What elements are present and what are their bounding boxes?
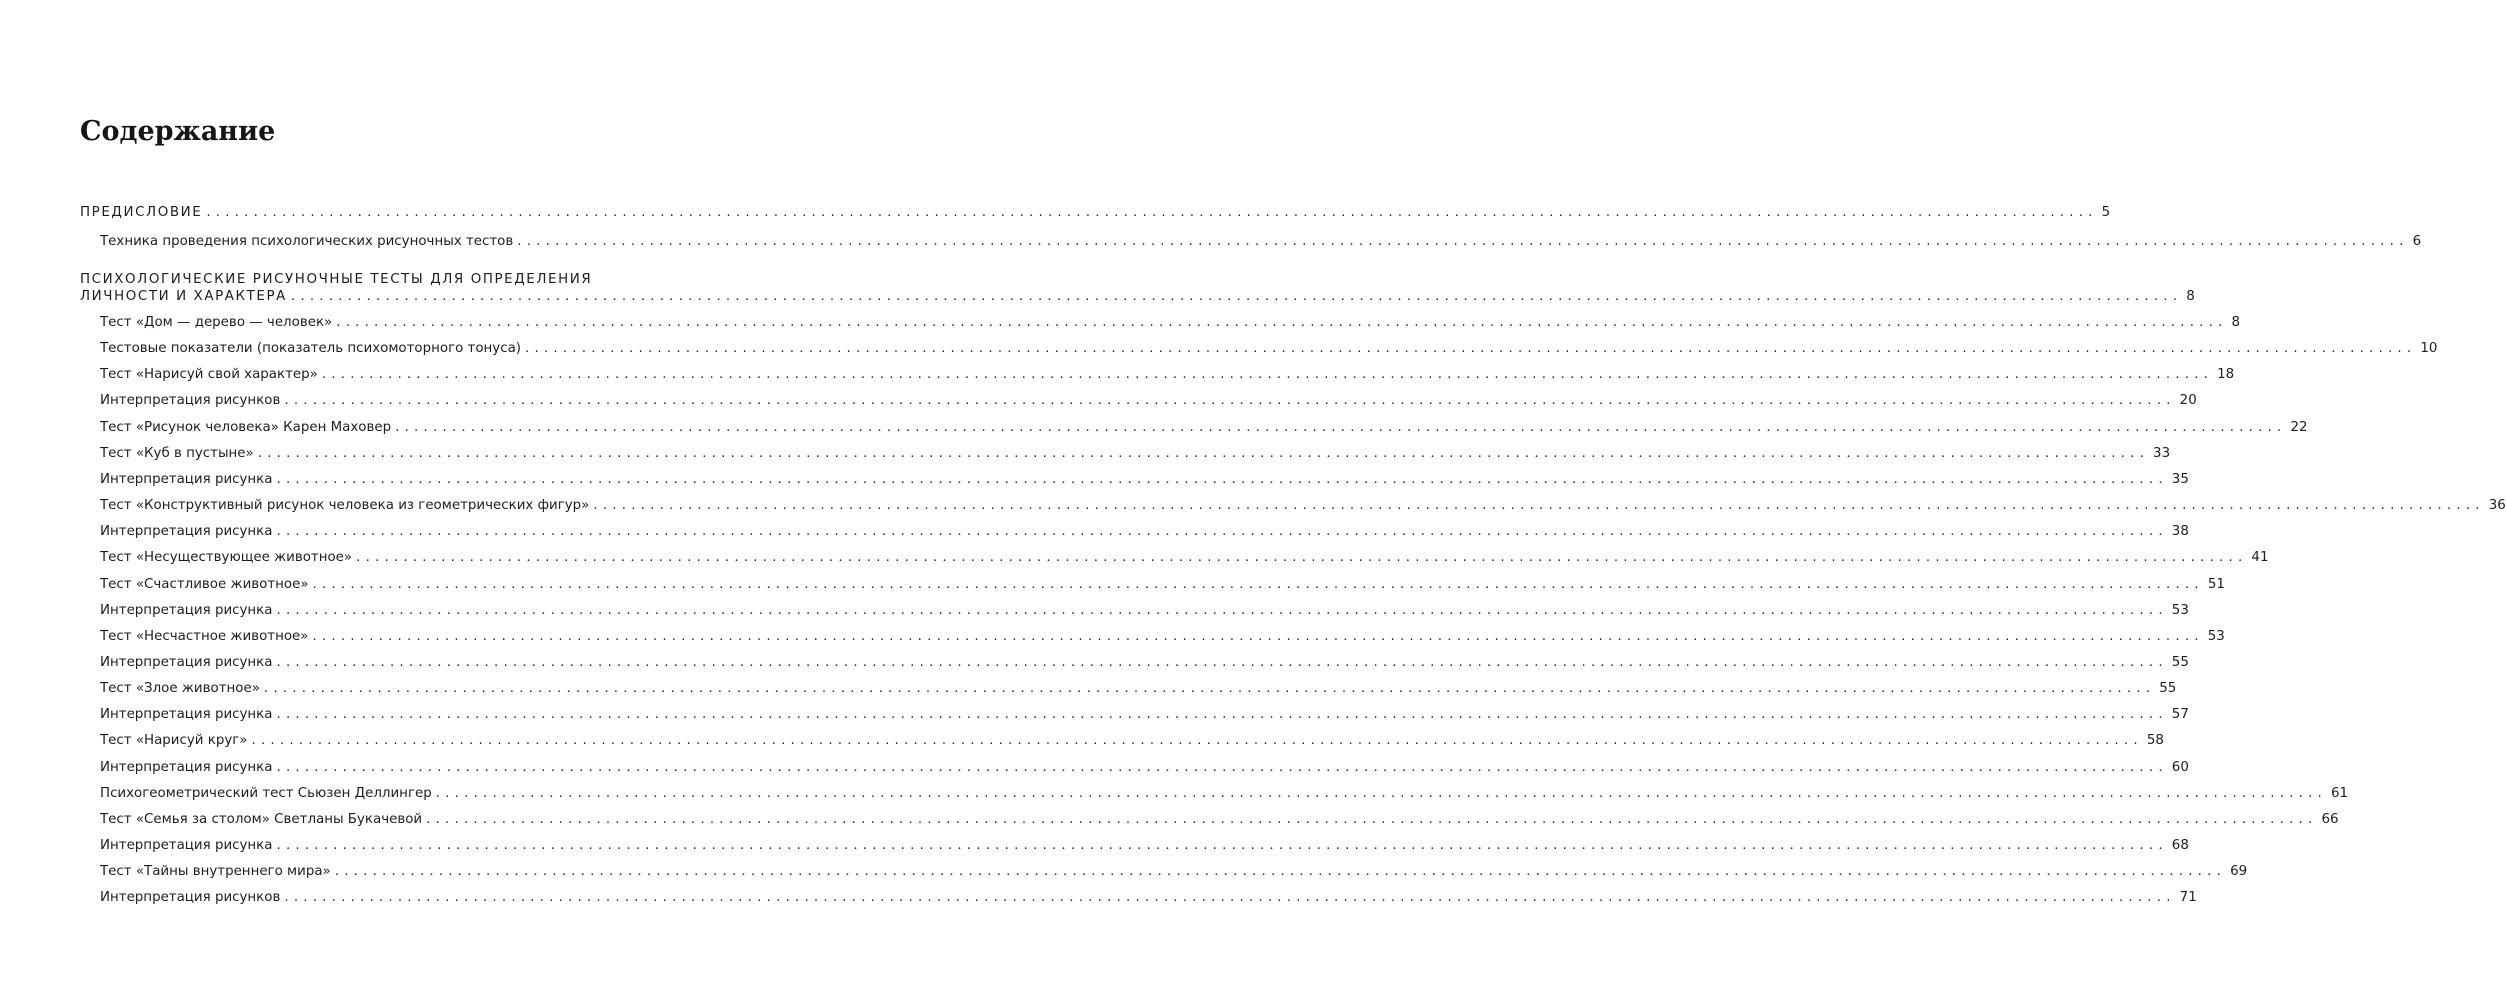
toc-entry[interactable] <box>100 523 2189 541</box>
dot-leader: ........................................................................................................................................................................................................ <box>312 628 2204 644</box>
toc-entry-label: Интерпретация рисунка <box>100 838 273 853</box>
page-title: Содержание <box>80 116 276 147</box>
toc-entry-label: Тест «Семья за столом» Светланы Букачевой <box>100 811 423 827</box>
toc-entry-label: Тест «Нарисуй круг» <box>100 733 248 749</box>
toc-page-number: 22 <box>2290 419 2308 435</box>
toc-entry-label: Интерпретация рисунков <box>100 393 281 409</box>
toc-entry[interactable] <box>100 366 2235 384</box>
dot-leader: ........................................................................................................................................................................................................ <box>290 289 2183 304</box>
toc-entry-label: Психогеометрический тест Сьюзен Деллингер <box>100 785 432 801</box>
dot-leader: ........................................................................................................................................................................................................ <box>276 707 2168 723</box>
dot-leader: ........................................................................................................................................................................................................ <box>276 471 2168 487</box>
dot-leader: ........................................................................................................................................................................................................ <box>321 367 2214 383</box>
toc-entry-label: Тест «Конструктивный рисунок человека из геометрических фигур» <box>100 498 590 513</box>
toc-entry-label: Интерпретация рисунка <box>100 707 273 723</box>
toc-entry[interactable] <box>100 628 2225 646</box>
toc-entry[interactable] <box>100 863 2248 881</box>
toc-entry[interactable] <box>100 497 2506 515</box>
toc-page-number: 51 <box>2207 576 2225 592</box>
toc-page-number: 18 <box>2217 367 2235 383</box>
toc-entry[interactable] <box>100 785 2349 803</box>
toc-entry-label: Тест «Несуществующее животное» <box>100 550 353 566</box>
toc-entry[interactable] <box>100 706 2189 724</box>
dot-leader: ........................................................................................................................................................................................................ <box>276 759 2168 775</box>
toc-entry-preface[interactable] <box>80 204 2111 222</box>
toc-page-number: 71 <box>2179 890 2197 906</box>
toc-page-number: 20 <box>2179 393 2197 409</box>
dot-leader: ........................................................................................................................................................................................................ <box>356 550 2248 566</box>
toc-entry[interactable] <box>100 759 2189 777</box>
toc-page-number: 8 <box>2186 289 2195 304</box>
toc-entry-label: Тест «Счастливое животное» <box>100 576 309 592</box>
dot-leader: ........................................................................................................................................................................................................ <box>334 864 2227 880</box>
toc-entry[interactable] <box>100 602 2189 620</box>
toc-entry-label: Тест «Нарисуй свой характер» <box>100 367 318 383</box>
toc-entry[interactable] <box>100 837 2189 855</box>
toc-page-number: 53 <box>2207 628 2225 644</box>
toc-page-number: 35 <box>2171 471 2189 487</box>
dot-leader: ........................................................................................................................................................................................................ <box>263 681 2156 697</box>
toc-entry-technique[interactable] <box>100 233 2422 251</box>
dot-leader: ........................................................................................................................................................................................................ <box>284 890 2176 906</box>
toc-entry-label: Тест «Дом — дерево — человек» <box>100 315 333 330</box>
toc-entry[interactable] <box>100 445 2171 463</box>
toc-entry[interactable] <box>100 680 2177 698</box>
toc-entry-label: Интерпретация рисунка <box>100 759 273 775</box>
toc-entry[interactable] <box>100 576 2225 594</box>
dot-leader: ........................................................................................................................................................................................................ <box>276 838 2168 853</box>
toc-entry[interactable] <box>100 419 2308 437</box>
dot-leader: ........................................................................................................................................................................................................ <box>395 419 2287 435</box>
dot-leader: ........................................................................................................................................................................................................ <box>284 393 2176 409</box>
toc-page-number: 57 <box>2171 707 2189 723</box>
toc-entry-label: Интерпретация рисунка <box>100 471 273 487</box>
toc-entry-label: Тест «Несчастное животное» <box>100 628 309 644</box>
toc-entry-label: ПРЕДИСЛОВИЕ <box>80 205 203 220</box>
toc-page-number: 60 <box>2171 759 2189 775</box>
toc-page-number: 10 <box>2420 341 2438 357</box>
toc-entry-label: Тест «Куб в пустыне» <box>100 445 254 461</box>
toc-page-number: 68 <box>2171 838 2189 853</box>
toc-entry-label: ЛИЧНОСТИ И ХАРАКТЕРА <box>80 289 287 304</box>
toc-page-number: 61 <box>2331 785 2349 801</box>
toc-page-number: 5 <box>2101 205 2111 220</box>
toc-page-number: 33 <box>2153 445 2171 461</box>
toc-entry[interactable] <box>100 654 2189 672</box>
dot-leader: ........................................................................................................................................................................................................ <box>276 524 2168 540</box>
dot-leader: ........................................................................................................................................................................................................ <box>206 205 2098 220</box>
toc-page-number: 69 <box>2230 864 2248 880</box>
toc-entry-section[interactable] <box>80 288 2195 306</box>
dot-leader: ........................................................................................................................................................................................................ <box>593 498 2485 513</box>
toc-page-number: 41 <box>2251 550 2269 566</box>
dot-leader: ........................................................................................................................................................................................................ <box>426 811 2318 827</box>
dot-leader: ........................................................................................................................................................................................................ <box>312 576 2204 592</box>
toc-page-number: 53 <box>2171 602 2189 618</box>
toc-entry-label: Интерпретация рисунка <box>100 524 273 540</box>
dot-leader: ........................................................................................................................................................................................................ <box>257 445 2150 461</box>
toc-page-number: 55 <box>2159 681 2177 697</box>
toc-entry-label: Интерпретация рисунков <box>100 890 281 906</box>
toc-page-number: 38 <box>2171 524 2189 540</box>
toc-entry[interactable] <box>100 392 2197 410</box>
toc-entry[interactable] <box>100 471 2189 489</box>
toc-page-number: 55 <box>2171 654 2189 670</box>
toc-entry-label: Тест «Злое животное» <box>100 681 260 697</box>
toc-entry[interactable] <box>100 340 2438 358</box>
dot-leader: ........................................................................................................................................................................................................ <box>336 315 2228 330</box>
dot-leader: ........................................................................................................................................................................................................ <box>525 341 2417 357</box>
toc-entry-label: Тест «Рисунок человека» Карен Маховер <box>100 419 392 435</box>
toc-entry-label: Техника проведения психологических рисуночных тестов <box>100 234 514 249</box>
dot-leader: ........................................................................................................................................................................................................ <box>276 602 2168 618</box>
toc-page-number: 58 <box>2146 733 2164 749</box>
toc-entry[interactable] <box>100 549 2269 567</box>
toc-entry[interactable] <box>100 732 2164 750</box>
toc-entry[interactable] <box>100 889 2197 907</box>
toc-section-heading-line1: ПСИХОЛОГИЧЕСКИЕ РИСУНОЧНЫЕ ТЕСТЫ ДЛЯ ОПРЕДЕЛЕНИЯ <box>80 272 593 287</box>
toc-entry-label: Тест «Тайны внутреннего мира» <box>100 864 331 880</box>
toc-page-number: 66 <box>2321 811 2339 827</box>
toc-entry-label: Интерпретация рисунка <box>100 602 273 618</box>
dot-leader: ........................................................................................................................................................................................................ <box>435 785 2328 801</box>
toc-entry-label: Тестовые показатели (показатель психомоторного тонуса) <box>100 341 522 357</box>
dot-leader: ........................................................................................................................................................................................................ <box>276 654 2168 670</box>
toc-page-number: 6 <box>2412 234 2422 249</box>
dot-leader: ........................................................................................................................................................................................................ <box>517 234 2409 249</box>
toc-page-number: 36 <box>2488 498 2506 513</box>
toc-page-number: 8 <box>2231 315 2241 330</box>
dot-leader: ........................................................................................................................................................................................................ <box>251 733 2143 749</box>
toc-entry[interactable] <box>100 314 2241 332</box>
toc-entry-label: Интерпретация рисунка <box>100 654 273 670</box>
toc-entry[interactable] <box>100 811 2339 829</box>
